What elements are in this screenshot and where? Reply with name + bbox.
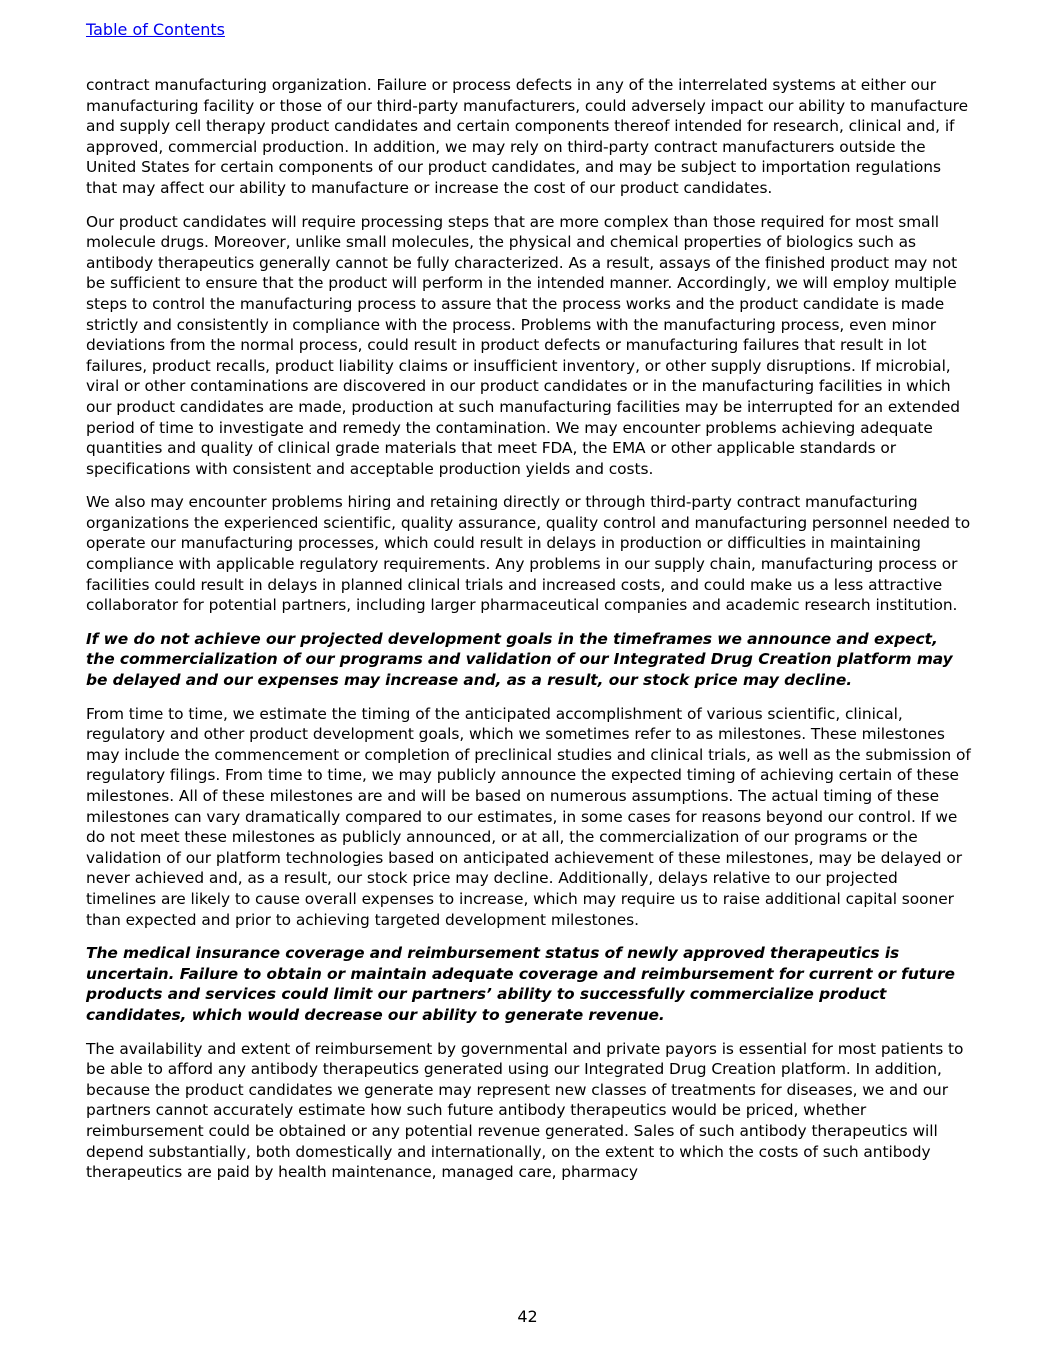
paragraph-reimbursement: The availability and extent of reimbursement by governmental and private payors is essential for most patients to be able to afford any antibody therapeutics generated using our Integrated Drug Creation platform. In addition, because the product candidates we generate may represent new classes of treatments for diseases, we and our partners cannot accurately estimate how such future antibody therapeutics would be priced, whether reimbursement could be obtained or any potential revenue generated. Sales of such antibody therapeutics will depend substantially, both domestically and internationally, on the extent to which the costs of such antibody therapeutics are paid by health maintenance, managed care, pharmacy [86, 1039, 964, 1182]
risk-heading-development-goals: If we do not achieve our projected development goals in the timeframes we announce and expect, the commercialization of our programs and validation of our Integrated Drug Creation platform may be delayed and our expenses may increase and, as a result, our stock price may decline. [86, 629, 953, 690]
document-body [86, 75, 971, 1196]
table-of-contents-link[interactable]: Table of Contents [86, 20, 225, 39]
paragraph-milestones: From time to time, we estimate the timing of the anticipated accomplishment of various scientific, clinical, regulatory and other product development goals, which we sometimes refer to as milestones. These milestones may include the commencement or completion of preclinical studies and clinical trials, as well as the submission of regulatory filings. From time to time, we may publicly announce the expected timing of achieving certain of these milestones. All of these milestones are and will be based on numerous assumptions. The actual timing of these milestones can vary dramatically compared to our estimates, in some cases for reasons beyond our control. If we do not meet these milestones as publicly announced, or at all, the commercialization of our programs or the validation of our platform technologies based on anticipated achievement of these milestones, may be delayed or never achieved and, as a result, our stock price may decline. Additionally, delays relative to our projected timelines are likely to cause overall expenses to increase, which may require us to raise additional capital sooner than expected and prior to achieving targeted development milestones. [86, 704, 971, 929]
page-number: 42 [517, 1307, 538, 1326]
paragraph-manufacturing-failures: contract manufacturing organization. Failure or process defects in any of the interrelated systems at either our manufacturing facility or those of our third-party manufacturers, could adversely impact our ability to manufacture and supply cell therapy product candidates and certain components thereof intended for research, clinical and, if approved, commercial production. In addition, we may rely on third-party contract manufacturers outside the United States for certain components of our product candidates, and may be subject to importation regulations that may affect our ability to manufacture or increase the cost of our product candidates. [86, 76, 969, 197]
risk-heading-insurance-coverage: The medical insurance coverage and reimbursement status of newly approved therapeutics is uncertain. Failure to obtain or maintain adequate coverage and reimbursement for current or future products and services could limit our partners’ ability to successfully commercialize product candidates, which would decrease our ability to generate revenue. [86, 944, 955, 1024]
paragraph-personnel-problems: We also may encounter problems hiring and retaining directly or through third-party contract manufacturing organizations the experienced scientific, quality assurance, quality control and manufacturing personnel needed to operate our manufacturing processes, which could result in delays in production or difficulties in maintaining compliance with applicable regulatory requirements. Any problems in our supply chain, manufacturing process or facilities could result in delays in planned clinical trials and increased costs, and could make us a less attractive collaborator for potential partners, including larger pharmaceutical companies and academic research institution. [86, 493, 971, 615]
paragraph-processing-complexity: Our product candidates will require processing steps that are more complex than those required for most small molecule drugs. Moreover, unlike small molecules, the physical and chemical properties of biologics such as antibody therapeutics generally cannot be fully characterized. As a result, assays of the finished product may not be sufficient to ensure that the product will perform in the intended manner. Accordingly, we will employ multiple steps to control the manufacturing process to assure that the process works and the product candidate is made strictly and consistently in compliance with the process. Problems with the manufacturing process, even minor deviations from the normal process, could result in product defects or manufacturing failures that result in lot failures, product recalls, product liability claims or insufficient inventory, or other supply disruptions. If microbial, viral or other contaminations are discovered in our product candidates or in the manufacturing facilities in which our product candidates are made, production at such manufacturing facilities may be interrupted for an extended period of time to investigate and remedy the contamination. We may encounter problems achieving adequate quantities and quality of clinical grade materials that meet FDA, the EMA or other applicable standards or specifications with consistent and acceptable production yields and costs. [86, 212, 960, 478]
